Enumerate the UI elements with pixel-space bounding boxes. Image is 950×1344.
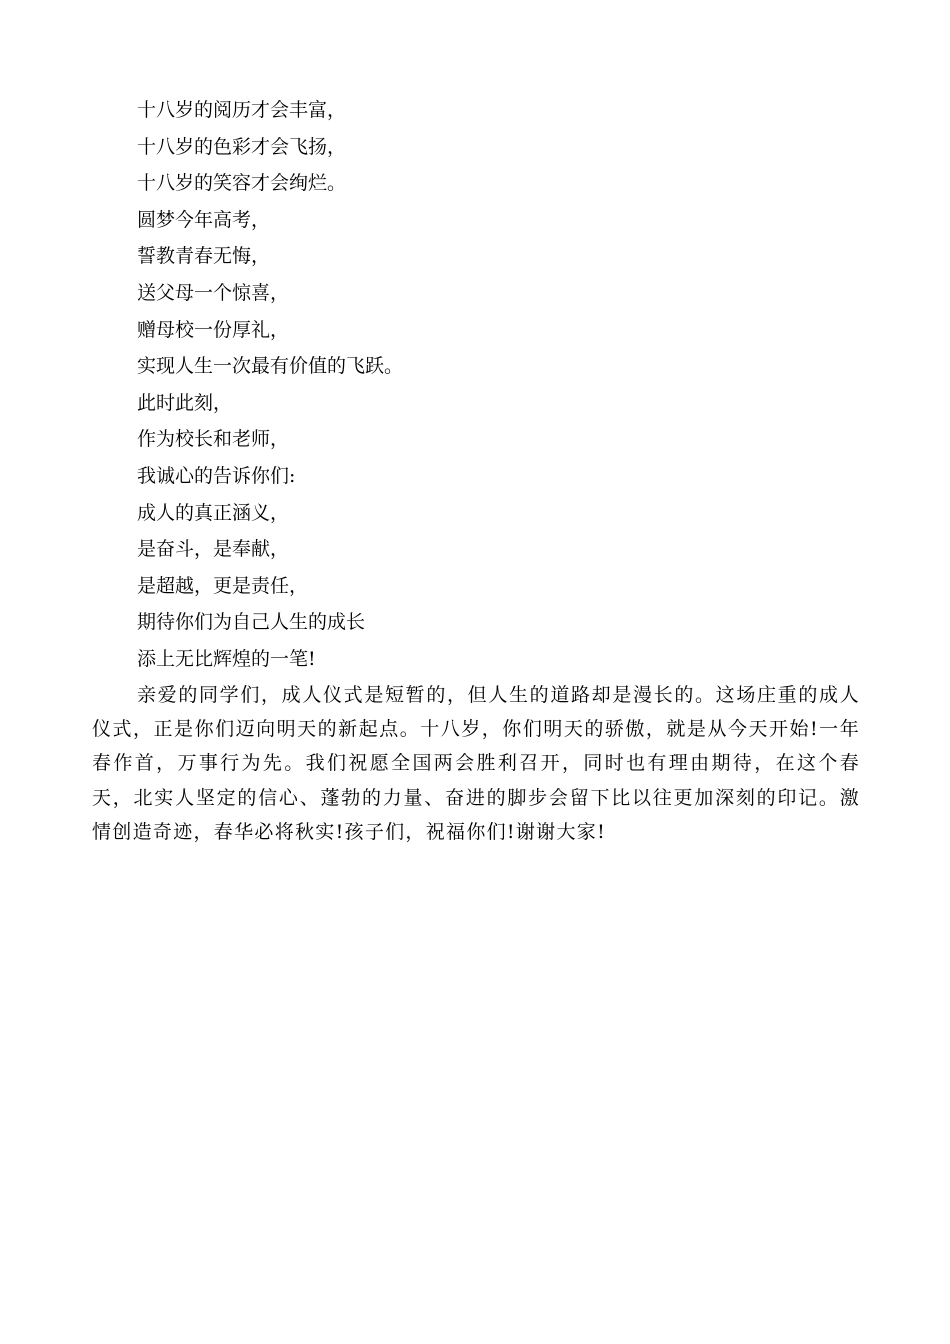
verse-line: 作为校长和老师，: [137, 428, 290, 451]
verse-line: 我诚心的告诉你们:: [137, 464, 296, 487]
verse-line: 十八岁的笑容才会绚烂。: [137, 172, 347, 195]
verse-line: 是奋斗，是奉献，: [137, 538, 290, 561]
verse-line: 此时此刻，: [137, 391, 233, 414]
verse-line: 成人的真正涵义，: [137, 501, 290, 524]
verse-line: 添上无比辉煌的一笔!: [137, 647, 316, 670]
verse-line: 誓教青春无悔，: [137, 245, 271, 268]
verse-line: 送父母一个惊喜，: [137, 281, 290, 304]
verse-line: 是超越，更是责任，: [137, 574, 309, 597]
verse-line: 实现人生一次最有价值的飞跃。: [137, 355, 404, 378]
verse-line: 赠母校一份厚礼，: [137, 318, 290, 341]
verse-line: 期待你们为自己人生的成长: [137, 611, 366, 634]
verse-line: 圆梦今年高考，: [137, 208, 271, 231]
document-body: [92, 92, 860, 850]
closing-paragraph: 亲爱的同学们，成人仪式是短暂的，但人生的道路却是漫长的。这场庄重的成人仪式，正是你们迈向明天的新起点。十八岁，你们明天的骄傲，就是从今天开始!一年春作首，万事行为先。我们祝愿全国两会胜利召开，同时也有理由期待，在这个春天，北实人坚定的信心、蓬勃的力量、奋进的脚步会留下比以往更加深刻的印记。激情创造奇迹，春华必将秋实!孩子们，祝福你们!谢谢大家!: [92, 683, 860, 844]
verse-line: 十八岁的阅历才会丰富，: [137, 99, 347, 121]
verse-line: 十八岁的色彩才会飞扬，: [137, 135, 347, 158]
